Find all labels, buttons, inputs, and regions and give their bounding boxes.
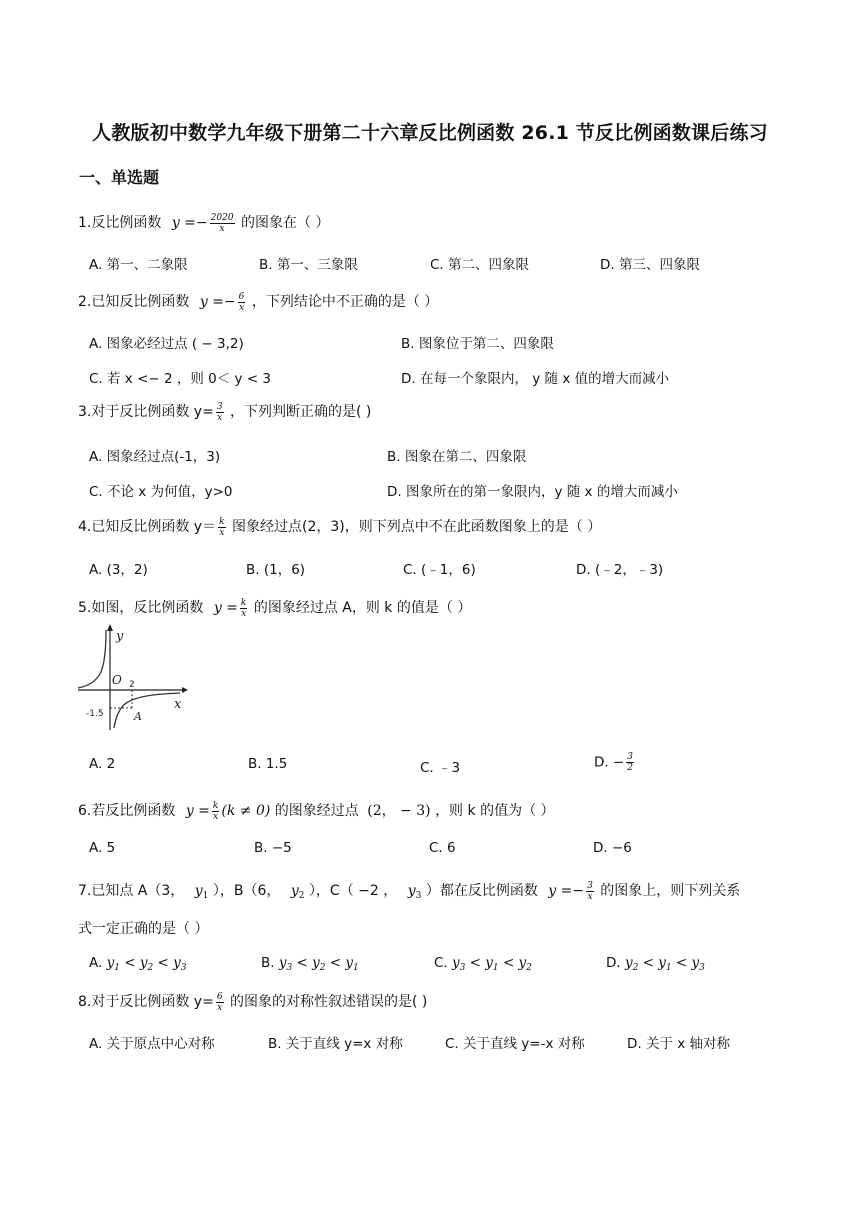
question-1-suffix: 的图象在（ ）	[241, 215, 330, 231]
question-2-suffix: ，下列结论中不正确的是（ ）	[251, 294, 439, 310]
section-heading: 一、单选题	[79, 168, 160, 187]
q7-option-a-letter: A.	[89, 955, 103, 971]
question-7-fraction	[586, 881, 594, 902]
question-5-graph	[76, 622, 188, 732]
question-7-text-b: ），B（6，	[212, 883, 281, 899]
q7-option-c-letter: C.	[434, 955, 448, 971]
q3-option-b[interactable]: B. 图象在第二、四象限	[387, 449, 527, 465]
q3-option-c[interactable]: C. 不论 x 为何值，y>0	[89, 484, 233, 500]
question-7-text-d: ）都在反比例函数	[425, 883, 538, 899]
q2-option-c[interactable]: C. 若 x <− 2 ，则 0＜ y < 3	[89, 371, 272, 387]
question-1-prefix: 1.反比例函数	[78, 215, 162, 231]
question-4-fraction	[218, 517, 225, 538]
q1-option-a[interactable]: A. 第一、二象限	[89, 257, 188, 273]
q6-option-c[interactable]: C. 6	[429, 840, 456, 856]
hyperbola-branch-lower-right	[114, 693, 180, 728]
question-6-suffix: ，则 k 的值为（ ）	[435, 803, 555, 819]
q3-option-d[interactable]: D. 图象所在的第一象限内，y 随 x 的增大而减小	[387, 484, 678, 500]
graph-y-label: y	[116, 629, 124, 644]
q4-option-d[interactable]: D. (﹣2，﹣3)	[576, 562, 664, 578]
question-1-function: y =−	[171, 215, 208, 231]
question-4	[78, 516, 601, 538]
question-5-fraction	[240, 598, 247, 619]
question-5-prefix: 5.如图，反比例函数	[78, 600, 204, 616]
q6-option-b[interactable]: B. −5	[254, 840, 292, 856]
q7-option-c[interactable]: C. $y_3 < y_1 < y_2$	[434, 955, 532, 973]
question-3-fraction	[216, 402, 224, 423]
q6-option-d[interactable]: D. −6	[593, 840, 632, 856]
fraction-numerator: 3	[627, 752, 634, 762]
q5-option-d-fraction	[626, 752, 634, 773]
q7-option-d[interactable]: D. $y_2 < y_1 < y_3$	[606, 955, 705, 973]
question-8-prefix: 8.对于反比例函数 y=	[78, 994, 214, 1010]
q2-option-b[interactable]: B. 图象位于第二、四象限	[401, 336, 554, 352]
question-7-function: y =−	[548, 883, 585, 899]
q4-option-c[interactable]: C. (﹣1，6)	[403, 562, 476, 578]
q2-option-a[interactable]: A. 图象必经过点 ( − 3,2)	[89, 336, 244, 352]
question-5	[78, 597, 471, 619]
fraction-numerator: 3	[216, 401, 223, 412]
q7-option-b[interactable]: B. $y_3 < y_2 < y_1$	[261, 955, 359, 973]
question-2-fraction	[238, 292, 246, 313]
fraction-denominator: x	[241, 608, 247, 619]
q8-option-b[interactable]: B. 关于直线 y=x 对称	[268, 1036, 403, 1052]
q6-option-a[interactable]: A. 5	[89, 840, 116, 856]
q8-option-a[interactable]: A. 关于原点中心对称	[89, 1036, 215, 1052]
q4-option-a[interactable]: A. (3，2)	[89, 562, 148, 578]
fraction-numerator: k	[212, 800, 219, 811]
graph-point-label: A	[134, 710, 142, 723]
fraction-denominator: 2	[627, 763, 634, 773]
graph-y-tick-label: -1.5	[86, 709, 104, 719]
question-7-text-a: 7.已知点 A（3，	[78, 883, 185, 899]
question-6-mid: 的图象经过点	[274, 803, 359, 819]
q5-option-d-label: D. −	[594, 754, 625, 771]
question-6	[78, 800, 555, 822]
q5-option-a[interactable]: A. 2	[89, 756, 116, 772]
question-6-point: (2， − 3)	[367, 803, 431, 819]
fraction-denominator: x	[217, 412, 223, 423]
fraction-numerator: 6	[238, 291, 245, 302]
x-axis-arrow-icon	[182, 687, 188, 693]
question-2	[78, 291, 438, 313]
question-6-function: y =	[185, 803, 210, 819]
q1-option-c[interactable]: C. 第二、四象限	[430, 257, 530, 273]
question-2-function: y =−	[199, 294, 236, 310]
graph-x-tick-label: 2	[129, 680, 135, 690]
question-4-suffix: 图象经过点(2，3)，则下列点中不在此函数图象上的是（ ）	[232, 519, 602, 535]
q1-option-d[interactable]: D. 第三、四象限	[600, 257, 700, 273]
question-7-text-c: ），C（ −2 ，	[308, 883, 398, 899]
question-5-suffix: 的图象经过点 A，则 k 的值是（ ）	[253, 600, 472, 616]
fraction-numerator: 3	[587, 880, 593, 891]
q4-option-b[interactable]: B. (1，6)	[246, 562, 306, 578]
q2-option-d[interactable]: D. 在每一个象限内， y 随 x 值的增大而减小	[401, 371, 670, 387]
q7-option-d-letter: D.	[606, 955, 621, 971]
q8-option-c[interactable]: C. 关于直线 y=-x 对称	[445, 1036, 585, 1052]
fraction-denominator: x	[213, 811, 219, 822]
q3-option-a[interactable]: A. 图象经过点(-1，3)	[89, 449, 221, 465]
hyperbola-branch-upper-left	[78, 630, 106, 688]
question-7-line-2: 式一定正确的是（ ）	[78, 921, 209, 937]
fraction-denominator: x	[219, 223, 225, 234]
graph-x-label: x	[174, 697, 182, 712]
q5-option-d[interactable]	[594, 752, 636, 773]
question-8-fraction	[216, 992, 224, 1013]
question-5-function: y =	[213, 600, 238, 616]
question-7-text-e: 的图象上，则下列关系	[600, 883, 741, 899]
question-6-fraction	[212, 801, 219, 822]
question-8-suffix: 的图象的对称性叙述错误的是( )	[230, 994, 428, 1010]
graph-origin-label: O	[112, 673, 122, 687]
page-title: 人教版初中数学九年级下册第二十六章反比例函数 26.1 节反比例函数课后练习	[92, 122, 768, 144]
y-axis-arrow-icon	[107, 624, 113, 631]
question-3	[78, 401, 371, 423]
fraction-denominator: x	[219, 527, 225, 538]
fraction-numerator: k	[219, 516, 225, 527]
fraction-denominator: x	[587, 891, 593, 902]
question-6-prefix: 6.若反比例函数	[78, 803, 176, 819]
fraction-denominator: x	[217, 1002, 223, 1013]
fraction-numerator: 2020	[210, 212, 234, 223]
q7-option-a[interactable]: A. $y_1 < y_2 < y_3$	[89, 955, 187, 973]
question-1	[78, 212, 329, 234]
fraction-numerator: 6	[216, 991, 223, 1002]
question-3-prefix: 3.对于反比例函数 y=	[78, 404, 214, 420]
question-4-prefix: 4.已知反比例函数 y＝	[78, 519, 217, 535]
question-3-suffix: ，下列判断正确的是( )	[230, 404, 372, 420]
question-1-fraction	[210, 213, 235, 234]
q5-option-b[interactable]: B. 1.5	[248, 756, 288, 772]
q8-option-d[interactable]: D. 关于 x 轴对称	[627, 1036, 731, 1052]
question-7-line-1: 7.已知点 A（3， $y_1$ ），B（6， $y_2$ ），C（ −2 ， $y_3$ ）都在反比例函数 y =− $\frac{3}{x}$ 的图象上，则下列关系	[78, 880, 741, 902]
question-2-prefix: 2.已知反比例函数	[78, 294, 190, 310]
fraction-numerator: k	[240, 597, 247, 608]
q5-option-c[interactable]: C. ﹣3	[420, 760, 461, 776]
q7-option-b-letter: B.	[261, 955, 275, 971]
q1-option-b[interactable]: B. 第一、三象限	[259, 257, 358, 273]
fraction-denominator: x	[238, 302, 245, 313]
question-8	[78, 991, 427, 1013]
question-6-condition: (k ≠ 0)	[221, 803, 271, 819]
